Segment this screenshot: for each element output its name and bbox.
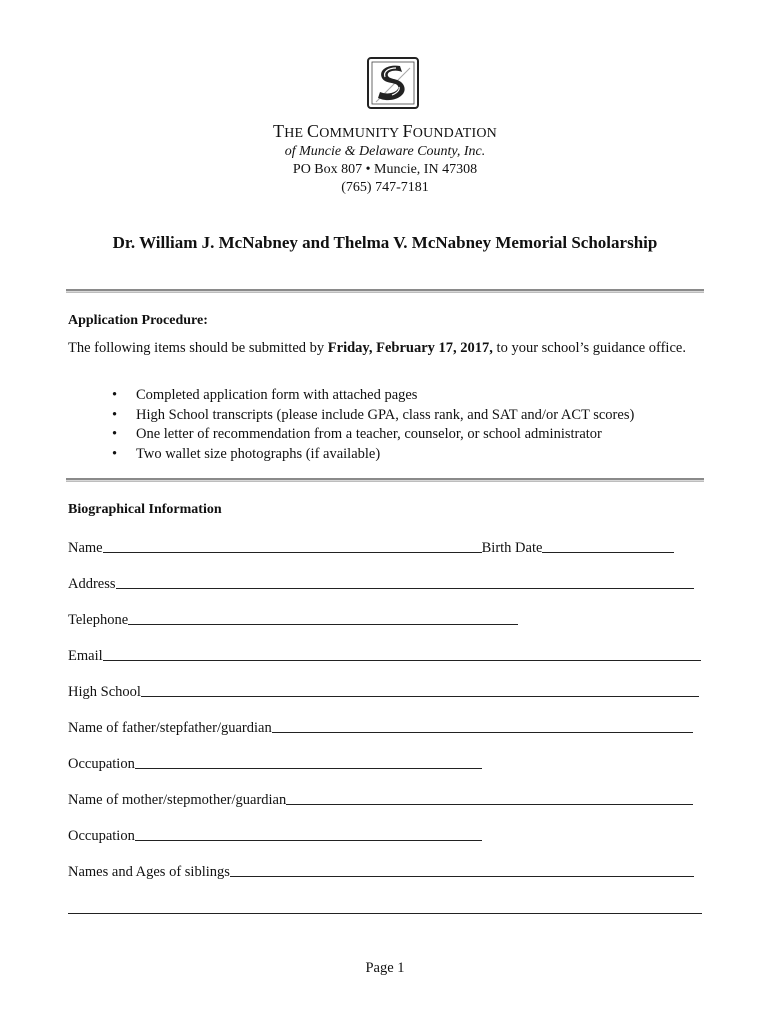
father-label: Name of father/stepfather/guardian xyxy=(68,720,272,736)
name-label: Name xyxy=(68,540,103,556)
name-field[interactable] xyxy=(103,551,482,553)
mother-label: Name of mother/stepmother/guardian xyxy=(68,792,287,808)
email-field[interactable] xyxy=(103,659,701,661)
application-intro: The following items should be submitted by Friday, February 17, 2017, to your school’s guidance office. xyxy=(68,340,686,356)
list-item: • Two wallet size photographs (if available) xyxy=(110,445,634,465)
birth-date-label: Birth Date xyxy=(481,540,543,556)
mother-occupation-field[interactable] xyxy=(135,839,482,841)
organization-name: THE COMMUNITY FOUNDATION xyxy=(273,121,497,141)
address-row xyxy=(68,572,694,592)
father-field[interactable] xyxy=(272,731,693,733)
mother-field[interactable] xyxy=(286,803,693,805)
list-item: • High School transcripts (please include GPA, class rank, and SAT and/or ACT scores) xyxy=(110,406,634,426)
address-field[interactable] xyxy=(116,587,694,589)
page-number: Page 1 xyxy=(365,960,405,976)
mother-occupation-row xyxy=(68,824,482,844)
organization-address: PO Box 807 • Muncie, IN 47308 xyxy=(292,162,478,177)
list-item: • Completed application form with attached pages xyxy=(110,386,634,406)
father-occupation-field[interactable] xyxy=(135,767,482,769)
list-item: • One letter of recommendation from a teacher, counselor, or school administrator xyxy=(110,425,634,445)
mother-row xyxy=(68,788,693,808)
occupation-label: Occupation xyxy=(68,828,135,844)
application-procedure-heading: Application Procedure: xyxy=(68,313,208,328)
deadline-date: Friday, February 17, 2017, xyxy=(327,340,493,356)
siblings-field[interactable] xyxy=(230,875,694,877)
telephone-field[interactable] xyxy=(128,623,518,625)
document-title: Dr. William J. McNabney and Thelma V. McNabney Memorial Scholarship xyxy=(112,233,658,252)
high-school-label: High School xyxy=(68,684,141,700)
high-school-row xyxy=(68,680,699,700)
telephone-row xyxy=(68,608,518,628)
high-school-field[interactable] xyxy=(141,695,699,697)
address-label: Address xyxy=(68,576,116,592)
siblings-row xyxy=(68,860,694,880)
father-occupation-row xyxy=(68,752,482,772)
organization-phone: (765) 747-7181 xyxy=(341,180,429,195)
biographical-information-heading: Biographical Information xyxy=(68,502,222,517)
community-foundation-logo-icon xyxy=(366,56,420,110)
father-row xyxy=(68,716,693,736)
email-row xyxy=(68,644,701,664)
birth-date-field[interactable] xyxy=(542,551,674,553)
siblings-label: Names and Ages of siblings xyxy=(68,864,230,880)
telephone-label: Telephone xyxy=(68,612,129,628)
organization-subtitle: of Muncie & Delaware County, Inc. xyxy=(284,144,486,159)
siblings-continuation-field[interactable] xyxy=(68,913,702,914)
name-row xyxy=(68,536,674,556)
email-label: Email xyxy=(68,648,103,664)
requirements-list xyxy=(110,386,634,464)
section-divider xyxy=(66,289,704,293)
occupation-label: Occupation xyxy=(68,756,135,772)
section-divider xyxy=(66,478,704,482)
